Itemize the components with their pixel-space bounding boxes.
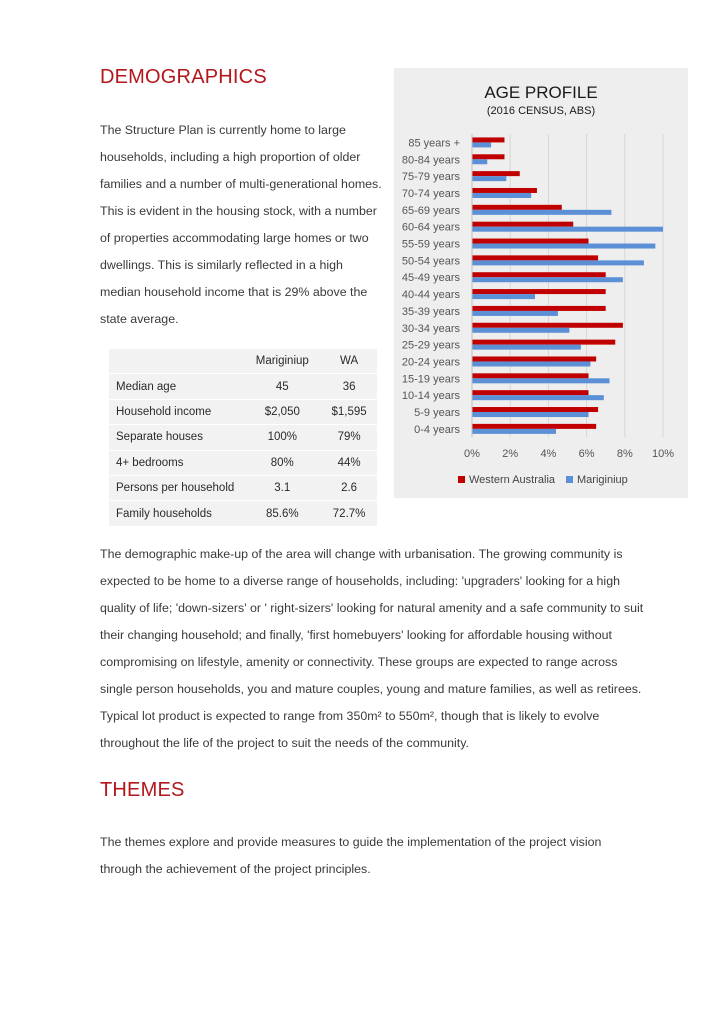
chart-bar-mariginiup xyxy=(472,361,590,366)
intro-paragraph: The Structure Plan is currently home to large households, including a high proportion of older families and a number of multi-generational homes. This is evident in the housing stock, with a number of properties accommodating large homes or two dwellings. This is similarly reflected in a high median household income that is 29% above the state average. xyxy=(100,123,382,326)
legend-label: Western Australia xyxy=(469,474,556,486)
table-cell-label: 4+ bedrooms xyxy=(109,450,243,475)
chart-bar-western-australia xyxy=(472,340,615,345)
table-cell-label: Household income xyxy=(109,399,243,424)
chart-y-tick-label: 5-9 years xyxy=(414,407,460,420)
chart-bar-mariginiup xyxy=(472,294,535,299)
chart-bar-western-australia xyxy=(472,407,598,412)
demographic-makeup-paragraph: The demographic make-up of the area will change with urbanisation. The growing community is expected to be home to a diverse range of households, including: 'upgraders' looking for a high quality of life; 'down-sizers' or ' right-sizers' looking for natural amenity and a safe community to suit their changing household; and finally, 'first homebuyers' looking for affordable housing without compromising on lifestyle, amenity or connectivity. These groups are expected to range across single person households, you and mature couples, young and mature families, as well as retirees. Typical lot product is expected to range from 350m² to 550m², though that is likely to evolve throughout the life of the project to suit the needs of the community. xyxy=(100,547,644,750)
themes-heading: THEMES xyxy=(100,779,185,801)
chart-y-tick-label: 40-44 years xyxy=(401,289,460,302)
chart-y-tick-label: 85 years + xyxy=(408,137,460,150)
chart-bar-western-australia xyxy=(472,137,504,142)
chart-bar-western-australia xyxy=(472,205,562,210)
chart-bar-mariginiup xyxy=(472,176,506,181)
chart-x-tick-label: 2% xyxy=(502,448,519,460)
chart-bars xyxy=(472,137,663,433)
chart-x-tick-label: 6% xyxy=(578,448,595,460)
table-cell-mariginiup: 3.1 xyxy=(243,475,321,500)
table-cell-wa: 2.6 xyxy=(321,475,377,500)
chart-bar-western-australia xyxy=(472,306,606,311)
chart-bar-mariginiup xyxy=(472,412,589,417)
chart-y-tick-label: 75-79 years xyxy=(401,171,460,184)
chart-bar-western-australia xyxy=(472,222,573,227)
table-header-row xyxy=(109,349,377,374)
chart-bar-western-australia xyxy=(472,356,596,361)
chart-bar-mariginiup xyxy=(472,429,556,434)
chart-x-tick-label: 4% xyxy=(540,448,557,460)
table-cell-mariginiup: $2,050 xyxy=(243,399,321,424)
chart-y-tick-label: 60-64 years xyxy=(401,221,460,234)
table-row xyxy=(109,399,377,424)
chart-y-tick-label: 35-39 years xyxy=(401,305,460,318)
age-profile-chart xyxy=(394,68,688,498)
chart-bar-western-australia xyxy=(472,171,520,176)
table-cell-label: Family households xyxy=(109,501,243,526)
chart-bar-western-australia xyxy=(472,255,598,260)
table-row xyxy=(109,374,377,399)
chart-bar-western-australia xyxy=(472,272,606,277)
chart-bar-mariginiup xyxy=(472,210,611,215)
table-cell-label: Persons per household xyxy=(109,475,243,500)
chart-bar-mariginiup xyxy=(472,378,610,383)
chart-y-tick-label: 30-34 years xyxy=(401,322,460,335)
chart-bar-mariginiup xyxy=(472,311,558,316)
chart-y-tick-label: 45-49 years xyxy=(401,272,460,285)
chart-bar-mariginiup xyxy=(472,193,531,198)
table-cell-wa: 72.7% xyxy=(321,501,377,526)
table-header-cell: WA xyxy=(321,349,377,374)
table-row xyxy=(109,425,377,450)
chart-bar-western-australia xyxy=(472,390,589,395)
table-row xyxy=(109,450,377,475)
chart-x-tick-label: 8% xyxy=(616,448,633,460)
chart-legend xyxy=(458,474,628,486)
chart-bar-western-australia xyxy=(472,373,589,378)
chart-bar-mariginiup xyxy=(472,227,663,232)
chart-y-tick-label: 55-59 years xyxy=(401,238,460,251)
chart-subtitle: (2016 CENSUS, ABS) xyxy=(486,105,596,117)
chart-bar-mariginiup xyxy=(472,260,644,265)
chart-y-tick-label: 70-74 years xyxy=(401,187,460,200)
chart-bar-mariginiup xyxy=(472,159,487,164)
chart-bar-western-australia xyxy=(472,239,589,244)
chart-x-tick-label: 0% xyxy=(464,448,480,460)
chart-y-tick-label: 80-84 years xyxy=(401,154,460,167)
chart-y-tick-label: 10-14 years xyxy=(401,390,460,403)
table-cell-mariginiup: 45 xyxy=(243,374,321,399)
chart-title: AGE PROFILE xyxy=(484,83,598,102)
chart-bar-mariginiup xyxy=(472,277,623,282)
table-cell-wa: 36 xyxy=(321,374,377,399)
chart-bar-western-australia xyxy=(472,323,623,328)
table-cell-wa: $1,595 xyxy=(321,399,377,424)
chart-x-tick-labels xyxy=(464,448,674,460)
chart-bar-mariginiup xyxy=(472,244,655,249)
legend-swatch xyxy=(566,476,573,483)
table-cell-mariginiup: 100% xyxy=(243,425,321,450)
chart-y-tick-label: 20-24 years xyxy=(401,356,460,369)
chart-x-tick-label: 10% xyxy=(651,448,675,460)
age-profile-chart-svg xyxy=(394,68,688,498)
chart-y-tick-label: 50-54 years xyxy=(401,255,460,268)
chart-bar-western-australia xyxy=(472,289,606,294)
table-cell-mariginiup: 85.6% xyxy=(243,501,321,526)
chart-bar-western-australia xyxy=(472,424,596,429)
chart-y-tick-label: 15-19 years xyxy=(401,373,460,386)
chart-bar-western-australia xyxy=(472,188,537,193)
chart-bar-mariginiup xyxy=(472,345,581,350)
chart-y-tick-labels xyxy=(402,137,461,435)
table-row xyxy=(109,501,377,526)
chart-y-tick-label: 25-29 years xyxy=(401,339,460,352)
chart-y-tick-label: 0-4 years xyxy=(414,423,460,436)
chart-bar-mariginiup xyxy=(472,328,569,333)
legend-swatch xyxy=(458,476,465,483)
themes-paragraph: The themes explore and provide measures to guide the implementation of the project vision through the achievement of the project principles. xyxy=(100,835,602,876)
table-row xyxy=(109,475,377,500)
table-cell-wa: 79% xyxy=(321,425,377,450)
table-cell-label: Median age xyxy=(109,374,243,399)
table-cell-mariginiup: 80% xyxy=(243,450,321,475)
table-cell-label: Separate houses xyxy=(109,425,243,450)
demographics-table xyxy=(109,349,377,527)
chart-bar-mariginiup xyxy=(472,142,491,147)
demographics-heading: DEMOGRAPHICS xyxy=(100,66,267,88)
chart-y-tick-label: 65-69 years xyxy=(401,204,460,217)
table-header-cell: Mariginiup xyxy=(243,349,321,374)
chart-bar-mariginiup xyxy=(472,395,604,400)
chart-bar-western-australia xyxy=(472,154,504,159)
table-header-cell xyxy=(109,349,243,374)
legend-label: Mariginiup xyxy=(577,474,628,486)
table-cell-wa: 44% xyxy=(321,450,377,475)
